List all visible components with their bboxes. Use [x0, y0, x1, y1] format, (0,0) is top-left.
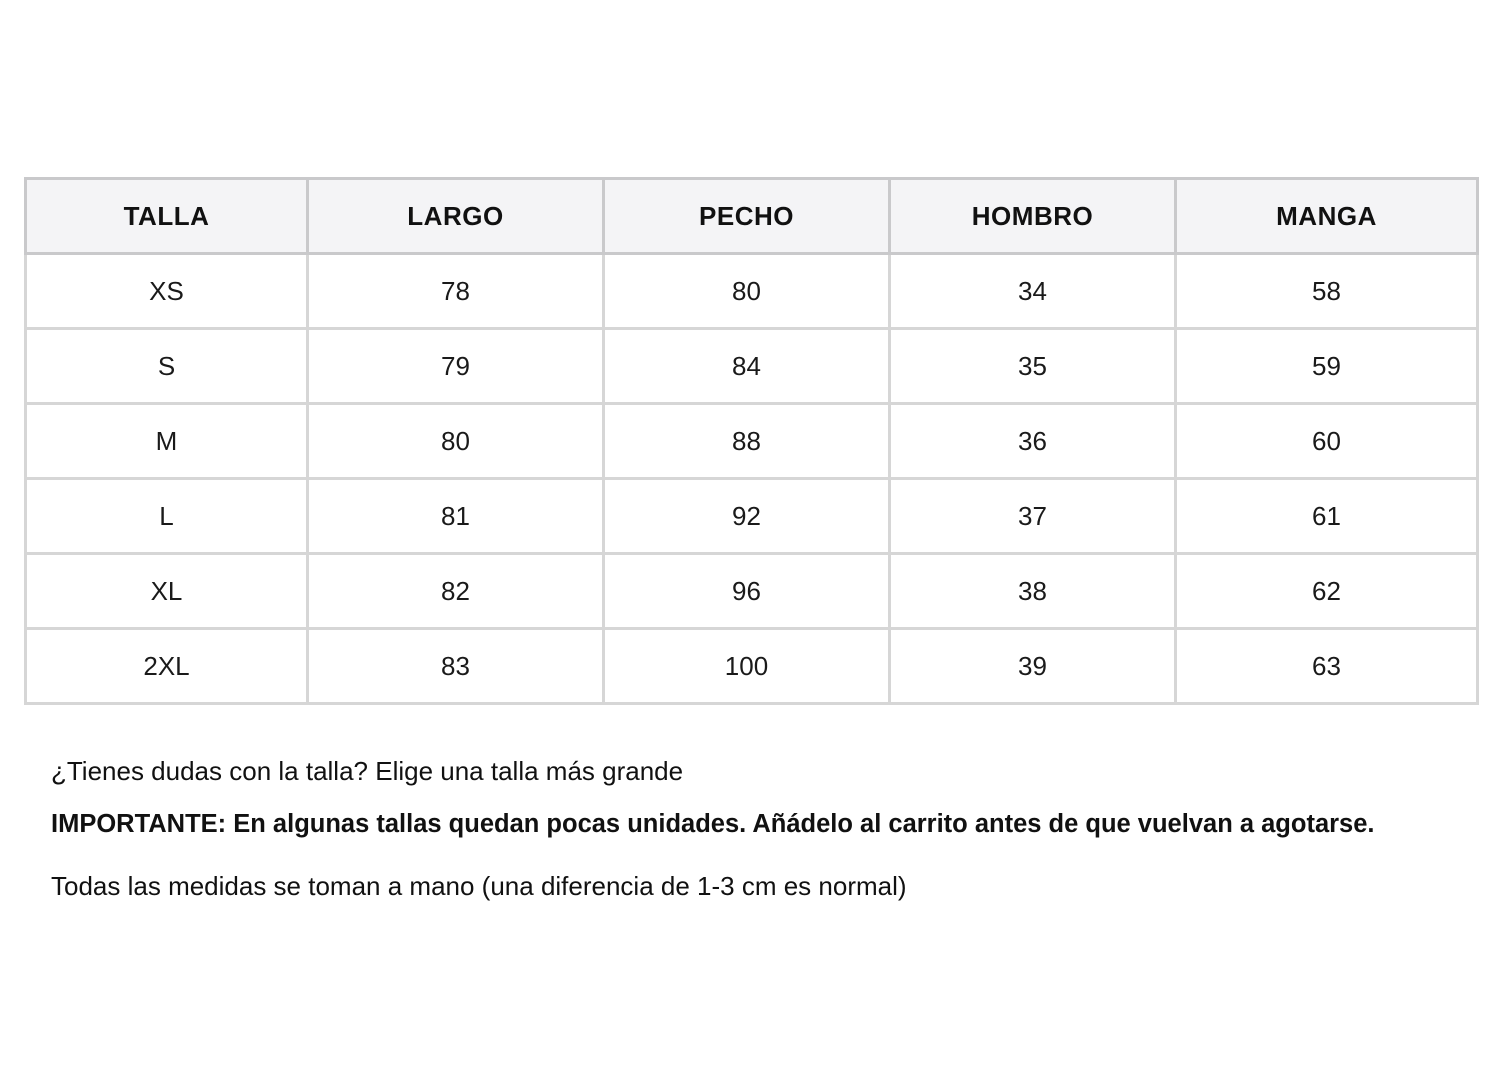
cell-largo: 83 [308, 629, 604, 704]
cell-talla: M [26, 404, 308, 479]
table-row [26, 554, 1478, 629]
cell-hombro: 36 [890, 404, 1176, 479]
cell-largo: 78 [308, 254, 604, 329]
table-row [26, 479, 1478, 554]
cell-talla: 2XL [26, 629, 308, 704]
cell-hombro: 37 [890, 479, 1176, 554]
cell-talla: L [26, 479, 308, 554]
cell-talla: XL [26, 554, 308, 629]
header-hombro: HOMBRO [890, 179, 1176, 254]
cell-pecho: 80 [604, 254, 890, 329]
cell-manga: 60 [1176, 404, 1478, 479]
header-pecho: PECHO [604, 179, 890, 254]
table-row [26, 254, 1478, 329]
size-chart-table [24, 177, 1479, 705]
important-stock-note: IMPORTANTE: En algunas tallas quedan pocas unidades. Añádelo al carrito antes de que vuelvan a agotarse. [51, 810, 1375, 838]
cell-pecho: 84 [604, 329, 890, 404]
cell-pecho: 92 [604, 479, 890, 554]
table-header-row [26, 179, 1478, 254]
cell-hombro: 34 [890, 254, 1176, 329]
cell-manga: 58 [1176, 254, 1478, 329]
table-row [26, 404, 1478, 479]
cell-manga: 63 [1176, 629, 1478, 704]
cell-talla: S [26, 329, 308, 404]
cell-hombro: 38 [890, 554, 1176, 629]
cell-hombro: 35 [890, 329, 1176, 404]
cell-manga: 62 [1176, 554, 1478, 629]
cell-largo: 80 [308, 404, 604, 479]
table-row [26, 329, 1478, 404]
cell-largo: 81 [308, 479, 604, 554]
header-largo: LARGO [308, 179, 604, 254]
cell-largo: 82 [308, 554, 604, 629]
cell-pecho: 96 [604, 554, 890, 629]
cell-manga: 61 [1176, 479, 1478, 554]
cell-pecho: 88 [604, 404, 890, 479]
cell-talla: XS [26, 254, 308, 329]
table-row [26, 629, 1478, 704]
cell-pecho: 100 [604, 629, 890, 704]
size-doubt-note: ¿Tienes dudas con la talla? Elige una talla más grande [51, 756, 684, 786]
header-manga: MANGA [1176, 179, 1478, 254]
measurements-note: Todas las medidas se toman a mano (una diferencia de 1-3 cm es normal) [51, 871, 907, 901]
header-talla: TALLA [26, 179, 308, 254]
cell-hombro: 39 [890, 629, 1176, 704]
cell-largo: 79 [308, 329, 604, 404]
cell-manga: 59 [1176, 329, 1478, 404]
